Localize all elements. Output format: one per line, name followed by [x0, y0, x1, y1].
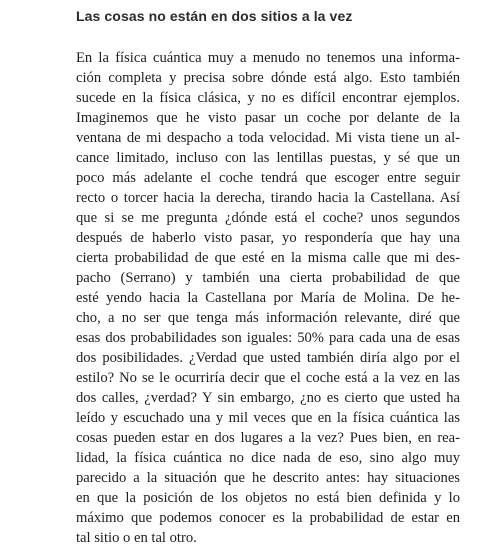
text-line: En la física cuántica muy a menudo no tenemos una informa- [76, 50, 460, 66]
text-line: poco más adelante el coche tendrá que escoger entre seguir [76, 170, 460, 186]
text-line: en que la posición de los objetos no está bien definida y lo [76, 490, 460, 506]
text-line: estilo? No se le ocurriría decir que el coche está a la vez en las [76, 370, 460, 386]
text-line: pacho (Serrano) y también una cierta probabilidad de que [76, 270, 460, 286]
text-line: lidad, la física cuántica no dice nada de eso, sino algo muy [76, 450, 460, 466]
body-paragraph [76, 48, 460, 548]
text-line: parecido a la situación que he descrito antes: hay situaciones [76, 470, 460, 486]
text-line: esas dos probabilidades son iguales: 50% para cada una de esas [76, 330, 460, 346]
section-heading: Las cosas no están en dos sitios a la vez [76, 8, 353, 24]
text-line: dos calles, ¿verdad? Y sin embargo, ¿no es cierto que usted ha [76, 390, 460, 406]
text-line: máximo que podemos conocer es la probabilidad de estar en [76, 510, 460, 526]
text-line: cho, a no ser que tenga más información relevante, diré que [76, 310, 460, 326]
text-line: después de haberlo visto pasar, yo respondería que hay una [76, 230, 460, 246]
text-line: esté yendo hacia la Castellana por María de Molina. De he- [76, 290, 460, 306]
text-line: cierta probabilidad de que esté en la misma calle que mi des- [76, 250, 460, 266]
text-line: ción completa y precisa sobre dónde está algo. Esto también [76, 70, 460, 86]
text-line: recto o torcer hacia la derecha, tirando hacia la Castellana. Así [76, 190, 460, 206]
text-line: que si se me pregunta ¿dónde está el coche? unos segundos [76, 210, 460, 226]
text-line: tal sitio o en tal otro. [76, 530, 197, 546]
text-line: Imaginemos que he visto pasar un coche por delante de la [76, 110, 460, 126]
text-line: cosas pueden estar en dos lugares a la vez? Pues bien, en rea- [76, 430, 460, 446]
text-line: ventana de mi despacho a toda velocidad. Mi vista tiene un al- [76, 130, 460, 146]
text-line: sucede en la física clásica, y no es difícil encontrar ejemplos. [76, 90, 460, 106]
text-line: cance limitado, incluso con las lentillas puestas, y sé que un [76, 150, 460, 166]
text-line: leído y escuchado una y mil veces que en la física cuántica las [76, 410, 460, 426]
text-line: dos posibilidades. ¿Verdad que usted también diría algo por el [76, 350, 460, 366]
